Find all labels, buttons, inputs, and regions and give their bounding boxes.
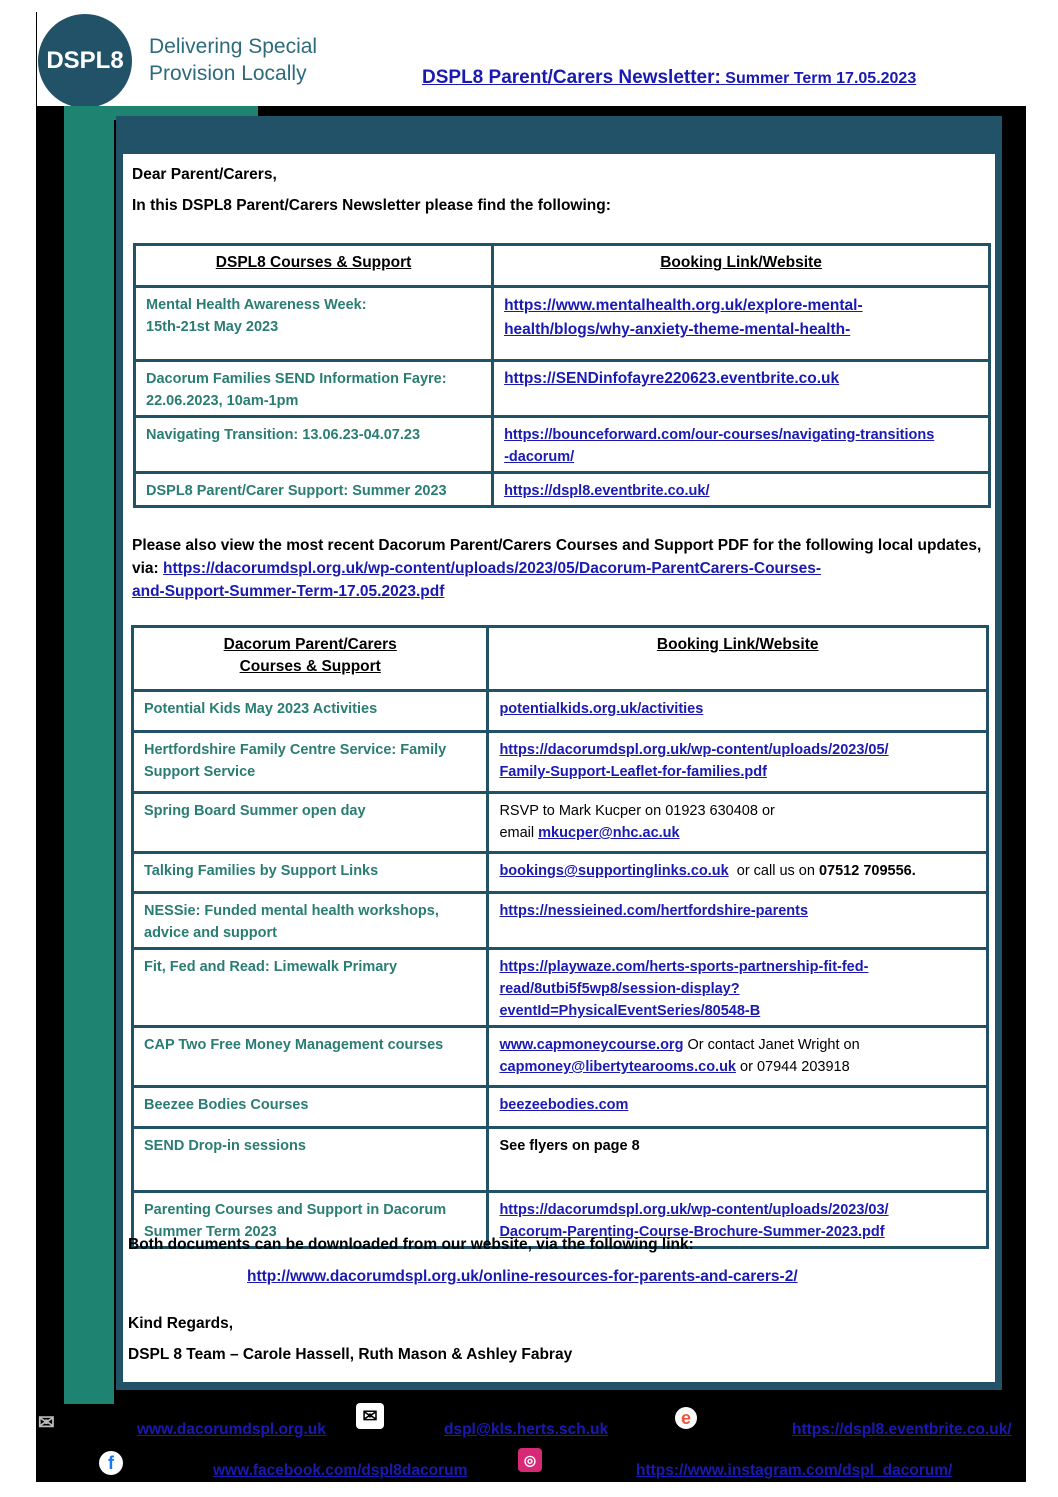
nessie-link[interactable]: https://nessieined.com/hertfordshire-parents — [499, 903, 809, 919]
course-date: 22.06.2023, 10am-1pm — [146, 393, 299, 409]
logo-abbr: DSPL8 — [46, 47, 124, 74]
regards: Kind Regards, — [128, 1315, 234, 1332]
course-name: Potential Kids May 2023 Activities — [133, 691, 488, 732]
dspl8-courses-table — [133, 243, 991, 508]
table-row: NESSie: Funded mental health workshops, advice and support https://nessieined.com/hertfordshire-parents — [133, 893, 988, 949]
table-row: Talking Families by Support Links bookings@supportinglinks.co.uk or call us on 07512 709556. — [133, 853, 988, 893]
table-row — [133, 949, 988, 1027]
table-row — [133, 691, 988, 732]
facebook-icon: f — [99, 1451, 123, 1475]
parenting-brochure-link[interactable]: https://dacorumdspl.org.uk/wp-content/uploads/2023/03/ Dacorum-Parenting-Course-Brochure-Summer-2023.pdf — [499, 1202, 889, 1240]
table1-header-courses: DSPL8 Courses & Support — [135, 245, 493, 287]
logo-line1: Delivering Special — [149, 35, 318, 58]
table-row: Parenting Courses and Support in Dacorum Summer Term 2023 https://dacorumdspl.org.uk/wp-content/uploads/2023/03/ Dacorum-Parenting-Course-Brochure-Summer-2023.pdf — [133, 1192, 988, 1248]
course-name: Spring Board Summer open day — [133, 793, 488, 853]
table-row — [135, 473, 990, 507]
header-band — [334, 12, 1026, 106]
download-text: Both documents can be downloaded from our website, via the following link: — [128, 1236, 694, 1253]
course-name: DSPL8 Parent/Carer Support: Summer 2023 — [146, 483, 447, 499]
logo-badge — [38, 14, 132, 108]
pdf-paragraph-text: Please also view the most recent Dacorum Parent/Carers Courses and Support PDF for the following local updates, via: — [132, 537, 982, 577]
pdf-paragraph — [132, 534, 994, 603]
capmoney-email-link[interactable]: capmoney@libertytearooms.co.uk — [499, 1059, 736, 1075]
playwaze-link[interactable]: https://playwaze.com/herts-sports-partnership-fit-fed- read/8utbi5f5wp8/session-display? eventId=PhysicalEventSeries/80548-B — [499, 959, 869, 1019]
table-row: CAP Two Free Money Management courses www.capmoneycourse.org Or contact Janet Wright on capmoney@libertytearooms.co.uk or 07944 203918 — [133, 1027, 988, 1087]
phone-number: 07512 709556. — [818, 863, 916, 879]
instagram-icon: ◎ — [518, 1448, 542, 1472]
course-date: 15th-21st May 2023 — [146, 319, 279, 335]
teal-accent-strip — [64, 106, 114, 1404]
course-name: CAP Two Free Money Management courses — [133, 1027, 488, 1087]
table-row — [133, 1128, 988, 1192]
table2-header-link: Booking Link/Website — [488, 627, 988, 691]
table-row: Spring Board Summer open day RSVP to Mark Kucper on 01923 630408 or email mkucper@nhc.ac.uk — [133, 793, 988, 853]
flyers-note: See flyers on page 8 — [499, 1138, 640, 1154]
course-name: Fit, Fed and Read: Limewalk Primary — [133, 949, 488, 1027]
footer-instagram-link[interactable]: https://www.instagram.com/dspl_dacorum/ — [636, 1462, 953, 1479]
rsvp-text: RSVP to Mark Kucper on 01923 630408 or — [499, 803, 775, 819]
title-date: Summer Term 17.05.2023 — [725, 70, 917, 87]
online-resources-link[interactable]: http://www.dacorumdspl.org.uk/online-resources-for-parents-and-carers-2/ — [247, 1268, 798, 1285]
course-name: Beezee Bodies Courses — [133, 1087, 488, 1128]
supportinglinks-email-link[interactable]: bookings@supportinglinks.co.uk — [499, 863, 729, 879]
table-row — [135, 287, 990, 361]
mkucper-email-link[interactable]: mkucper@nhc.ac.uk — [538, 825, 680, 841]
courses-pdf-link[interactable]: https://dacorumdspl.org.uk/wp-content/uploads/2023/05/Dacorum-ParentCarers-Courses- and-Support-Summer-Term-17.05.2023.pdf — [132, 560, 822, 600]
course-name: Navigating Transition: 13.06.23-04.07.23 — [146, 427, 421, 443]
dacorum-courses-table — [131, 625, 989, 1249]
table-row — [135, 417, 990, 473]
table1-header-link: Booking Link/Website — [493, 245, 990, 287]
eventbrite-icon: e — [675, 1407, 697, 1429]
dspl8-eventbrite-link[interactable]: https://dspl8.eventbrite.co.uk/ — [504, 483, 710, 499]
sendinfofayre-link[interactable]: https://SENDinfofayre220623.eventbrite.co.uk — [504, 370, 840, 387]
footer-facebook-link[interactable]: www.facebook.com/dspl8dacorum — [213, 1462, 468, 1479]
globe-icon: ✉ — [38, 1412, 55, 1434]
newsletter-title[interactable] — [422, 67, 916, 89]
table-row: Hertfordshire Family Centre Service: Family Support Service https://dacorumdspl.org.uk/wp-content/uploads/2023/05/ Family-Support-Leaflet-for-families.pdf — [133, 732, 988, 793]
table-row — [135, 361, 990, 417]
footer-website-link[interactable]: www.dacorumdspl.org.uk — [137, 1421, 326, 1438]
table-row — [133, 1087, 988, 1128]
logo-wordmark — [149, 33, 334, 87]
logo-line2: Provision Locally — [149, 62, 307, 85]
family-support-leaflet-link[interactable]: https://dacorumdspl.org.uk/wp-content/uploads/2023/05/ Family-Support-Leaflet-for-families.pdf — [499, 742, 889, 780]
footer-email-link[interactable]: dspl@kls.herts.sch.uk — [444, 1421, 609, 1438]
greeting: Dear Parent/Carers, — [132, 166, 277, 183]
title-main: DSPL8 Parent/Carers Newsletter: — [422, 67, 721, 88]
course-name: SEND Drop-in sessions — [133, 1128, 488, 1192]
course-name: Talking Families by Support Links — [133, 853, 488, 893]
potentialkids-link[interactable]: potentialkids.org.uk/activities — [499, 701, 704, 717]
course-name: Dacorum Families SEND Information Fayre: — [146, 371, 447, 387]
footer-eventbrite-link[interactable]: https://dspl8.eventbrite.co.uk/ — [792, 1421, 1012, 1438]
course-name: Mental Health Awareness Week: — [146, 297, 367, 313]
beezeebodies-link[interactable]: beezeebodies.com — [499, 1097, 629, 1113]
mentalhealth-link[interactable]: https://www.mentalhealth.org.uk/explore-mental- health/blogs/why-anxiety-theme-mental-health- — [504, 297, 863, 338]
capmoney-course-link[interactable]: www.capmoneycourse.org — [499, 1037, 684, 1053]
table2-header-courses: Dacorum Parent/Carers Courses & Support — [133, 627, 488, 691]
bounceforward-link[interactable]: https://bounceforward.com/our-courses/navigating-transitions -dacorum/ — [504, 427, 935, 465]
mail-icon: ✉ — [356, 1403, 384, 1429]
intro-lead: In this DSPL8 Parent/Carers Newsletter please find the following: — [132, 197, 611, 214]
team-signature: DSPL 8 Team – Carole Hassell, Ruth Mason & Ashley Fabray — [128, 1346, 573, 1363]
